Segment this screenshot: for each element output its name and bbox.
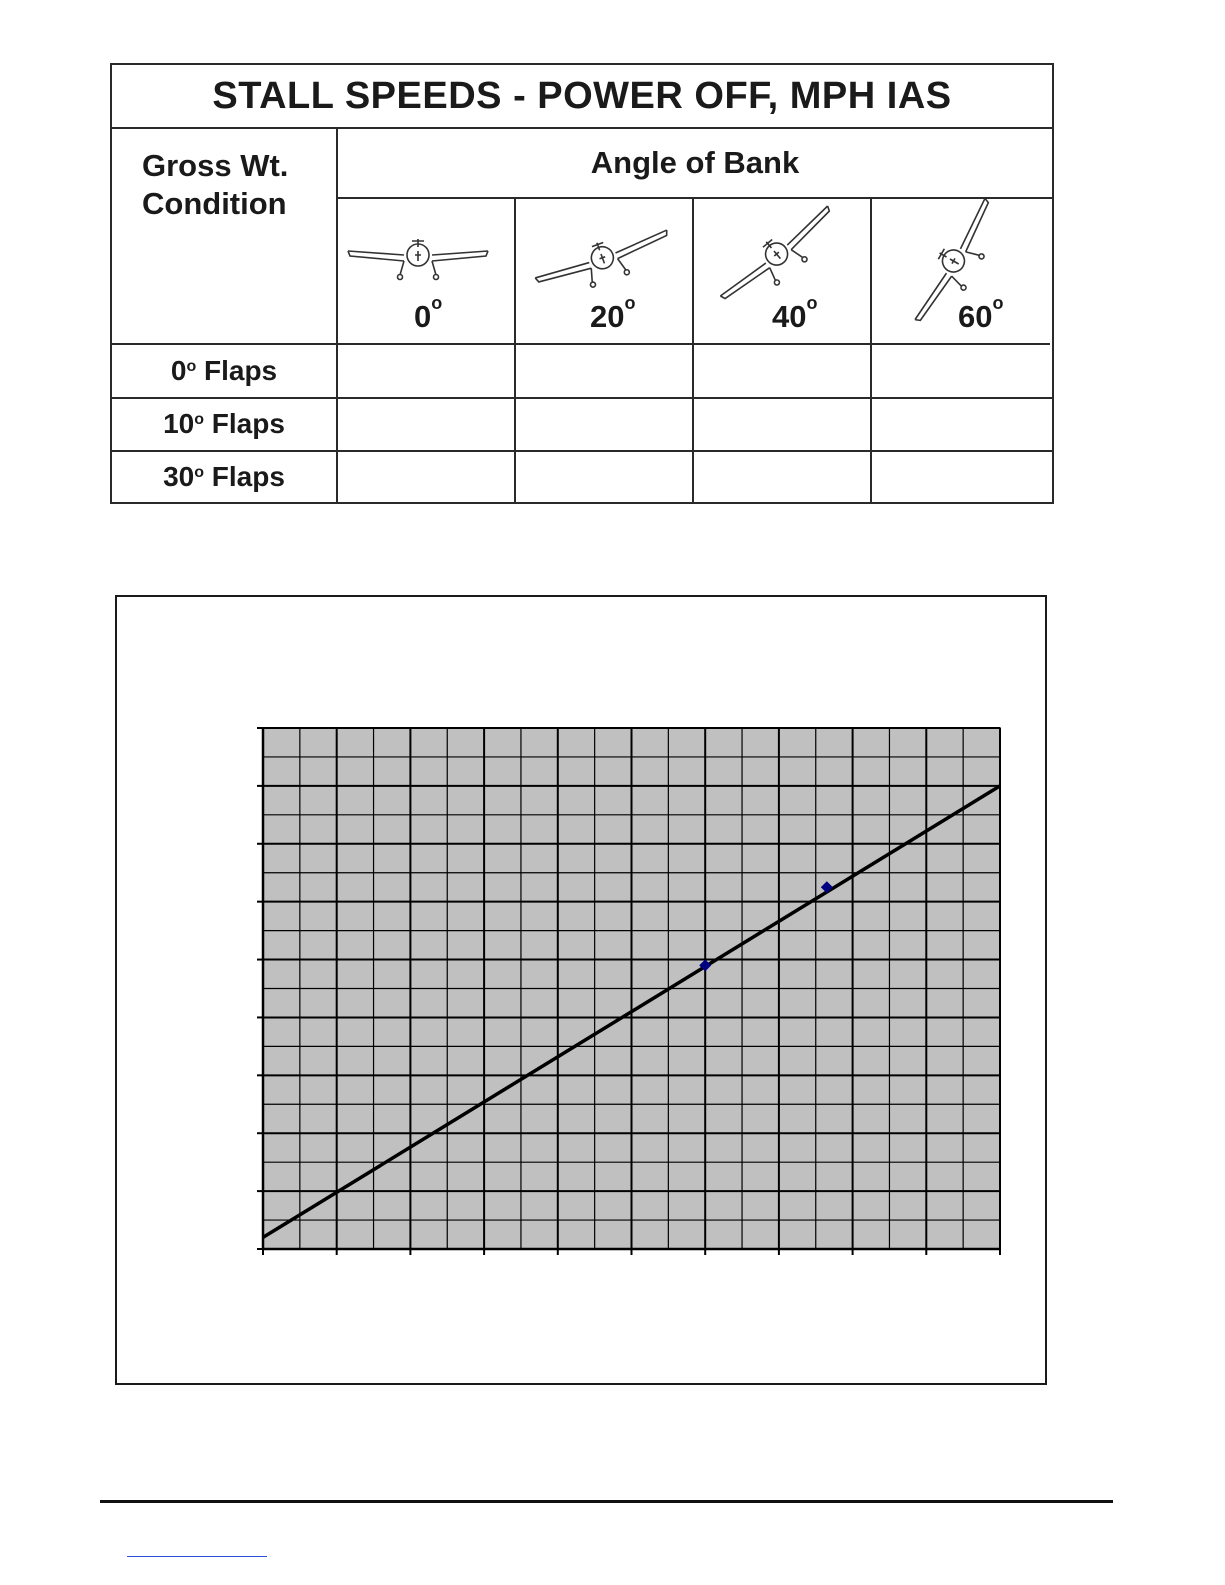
stall-speed-table [110,63,1054,504]
table-row [112,451,1052,503]
angle-label-60: 60$^o$ [958,293,1004,334]
angle-of-bank-header: Angle of Bank [338,129,1052,199]
table-cell[interactable] [338,398,516,450]
angle-label-0: 0$^o$ [414,293,443,334]
table-cell[interactable] [516,451,694,503]
row-header-line1: Gross Wt. [142,148,289,183]
table-cell[interactable] [516,345,694,397]
table-cell[interactable] [338,345,516,397]
row-header-cell [112,129,338,345]
angle-label-40: 40$^o$ [772,293,818,334]
flap-row-label: 0 $^o$ Flaps [112,345,338,397]
table-cell[interactable] [694,398,872,450]
scatter-chart [117,597,1045,1383]
footer-link-underline[interactable] [127,1556,267,1557]
angle-column-0 [338,199,516,345]
table-cell[interactable] [694,451,872,503]
table-cell[interactable] [872,398,1052,450]
chart-frame [115,595,1047,1385]
table-cell[interactable] [338,451,516,503]
row-header-line2: Condition [142,186,287,221]
table-cell[interactable] [872,451,1052,503]
angle-label-20: 20$^o$ [590,293,636,334]
table-cell[interactable] [872,345,1052,397]
table-row [112,398,1052,450]
angle-column-60 [872,199,1050,345]
flap-row-label: 30 $^o$ Flaps [112,451,338,503]
angle-column-20 [516,199,694,345]
table-cell[interactable] [516,398,694,450]
table-title: STALL SPEEDS - POWER OFF, MPH IAS [112,65,1052,129]
footer-rule [100,1500,1113,1503]
flap-row-label: 10 $^o$ Flaps [112,398,338,450]
table-row [112,345,1052,397]
angle-column-40 [694,199,872,345]
table-cell[interactable] [694,345,872,397]
